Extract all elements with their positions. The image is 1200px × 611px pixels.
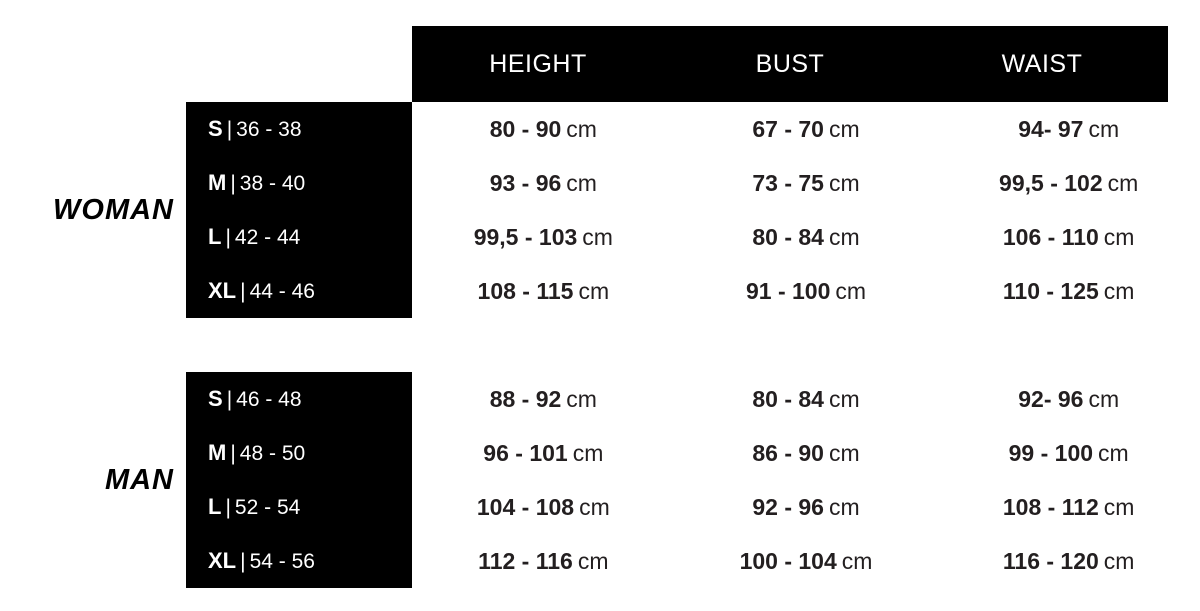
cell-height bbox=[412, 224, 675, 251]
size-letter: M bbox=[208, 440, 227, 465]
height-unit: cm bbox=[578, 277, 610, 304]
height-value: 104 - 108 bbox=[476, 493, 575, 520]
cell-waist bbox=[937, 116, 1200, 143]
bust-value: 92 - 96 bbox=[752, 493, 824, 520]
height-value: 112 - 116 bbox=[478, 547, 573, 574]
size-letter: XL bbox=[208, 278, 237, 303]
column-header-row bbox=[412, 26, 1168, 102]
cell-bust bbox=[675, 440, 938, 467]
waist-value: 106 - 110 bbox=[1002, 223, 1099, 250]
size-separator: | bbox=[226, 118, 233, 141]
cell-height bbox=[412, 386, 675, 413]
cell-size bbox=[186, 440, 412, 466]
height-unit: cm bbox=[566, 169, 597, 196]
waist-unit: cm bbox=[1103, 493, 1135, 520]
bust-value: 100 - 104 bbox=[739, 547, 837, 574]
cell-waist bbox=[937, 440, 1200, 467]
table-row bbox=[186, 102, 1200, 156]
height-unit: cm bbox=[566, 385, 597, 412]
size-range: 52 - 54 bbox=[234, 496, 301, 519]
cell-waist bbox=[937, 386, 1200, 413]
size-separator: | bbox=[230, 172, 236, 195]
bust-unit: cm bbox=[828, 223, 860, 250]
size-range: 36 - 38 bbox=[236, 118, 302, 141]
table-row bbox=[186, 210, 1200, 264]
size-letter: XL bbox=[208, 548, 237, 573]
waist-value: 110 - 125 bbox=[1002, 277, 1099, 304]
cell-height bbox=[412, 440, 675, 467]
cell-waist bbox=[937, 224, 1200, 251]
waist-unit: cm bbox=[1088, 115, 1120, 142]
size-range: 42 - 44 bbox=[234, 226, 301, 249]
bust-unit: cm bbox=[828, 493, 860, 520]
bust-unit: cm bbox=[828, 169, 860, 196]
size-range: 46 - 48 bbox=[236, 388, 302, 411]
table-row bbox=[186, 534, 1200, 588]
cell-size bbox=[186, 494, 412, 520]
bust-value: 80 - 84 bbox=[752, 223, 824, 250]
cell-size bbox=[186, 548, 412, 574]
cell-height bbox=[412, 116, 675, 143]
size-separator: | bbox=[226, 388, 233, 411]
height-unit: cm bbox=[579, 493, 610, 520]
group-label-woman: WOMAN bbox=[53, 193, 174, 226]
table-row bbox=[186, 480, 1200, 534]
size-separator: | bbox=[225, 496, 231, 519]
column-header-waist: WAIST bbox=[1001, 49, 1083, 78]
waist-value: 92- 96 bbox=[1018, 385, 1084, 412]
cell-size bbox=[186, 116, 412, 142]
height-value: 88 - 92 bbox=[489, 385, 562, 412]
bust-unit: cm bbox=[828, 115, 860, 142]
size-letter: S bbox=[208, 116, 223, 141]
size-range: 48 - 50 bbox=[239, 442, 306, 465]
waist-unit: cm bbox=[1103, 277, 1135, 304]
waist-unit: cm bbox=[1103, 223, 1135, 250]
group-label-woman-container bbox=[0, 102, 186, 318]
cell-bust bbox=[675, 494, 938, 521]
cell-waist bbox=[937, 548, 1200, 575]
section-man bbox=[0, 372, 1200, 588]
size-separator: | bbox=[240, 280, 246, 303]
height-value: 93 - 96 bbox=[489, 169, 562, 196]
size-letter: S bbox=[208, 386, 223, 411]
height-unit: cm bbox=[577, 547, 609, 574]
cell-size bbox=[186, 386, 412, 412]
group-label-man-container bbox=[0, 372, 186, 588]
cell-size bbox=[186, 278, 412, 304]
bust-unit: cm bbox=[828, 439, 860, 466]
group-label-man: MAN bbox=[104, 463, 174, 496]
waist-value: 99,5 - 102 bbox=[999, 169, 1103, 196]
cell-waist bbox=[937, 494, 1200, 521]
bust-unit: cm bbox=[835, 277, 867, 304]
size-range: 44 - 46 bbox=[249, 280, 315, 303]
bust-value: 80 - 84 bbox=[752, 385, 824, 412]
bust-unit: cm bbox=[828, 385, 860, 412]
size-range: 38 - 40 bbox=[239, 172, 306, 195]
cell-height bbox=[412, 494, 675, 521]
cell-bust bbox=[675, 548, 938, 575]
height-unit: cm bbox=[572, 439, 604, 466]
bust-value: 91 - 100 bbox=[745, 277, 831, 304]
cell-bust bbox=[675, 170, 938, 197]
waist-value: 116 - 120 bbox=[1002, 547, 1099, 574]
bust-value: 86 - 90 bbox=[752, 439, 824, 466]
size-separator: | bbox=[230, 442, 236, 465]
height-unit: cm bbox=[582, 223, 613, 250]
column-header-height: HEIGHT bbox=[489, 49, 587, 78]
cell-bust bbox=[675, 278, 938, 305]
table-row bbox=[186, 372, 1200, 426]
size-letter: L bbox=[208, 494, 222, 519]
height-value: 99,5 - 103 bbox=[473, 223, 578, 250]
bust-unit: cm bbox=[841, 547, 873, 574]
cell-height bbox=[412, 170, 675, 197]
size-letter: M bbox=[208, 170, 227, 195]
cell-height bbox=[412, 548, 675, 575]
size-separator: | bbox=[240, 550, 246, 573]
cell-size bbox=[186, 170, 412, 196]
waist-unit: cm bbox=[1088, 385, 1120, 412]
height-value: 80 - 90 bbox=[489, 115, 562, 142]
cell-waist bbox=[937, 278, 1200, 305]
cell-bust bbox=[675, 386, 938, 413]
bust-value: 73 - 75 bbox=[752, 169, 824, 196]
rows-woman bbox=[186, 102, 1200, 318]
cell-bust bbox=[675, 116, 938, 143]
bust-value: 67 - 70 bbox=[752, 115, 824, 142]
cell-height bbox=[412, 278, 675, 305]
section-woman bbox=[0, 102, 1200, 318]
waist-unit: cm bbox=[1098, 439, 1129, 466]
height-value: 108 - 115 bbox=[477, 277, 574, 304]
table-row bbox=[186, 426, 1200, 480]
waist-value: 94- 97 bbox=[1018, 115, 1084, 142]
waist-unit: cm bbox=[1107, 169, 1139, 196]
height-value: 96 - 101 bbox=[483, 439, 568, 466]
cell-size bbox=[186, 224, 412, 250]
waist-value: 99 - 100 bbox=[1008, 439, 1094, 466]
rows-man bbox=[186, 372, 1200, 588]
height-unit: cm bbox=[566, 115, 597, 142]
size-letter: L bbox=[208, 224, 222, 249]
cell-waist bbox=[937, 170, 1200, 197]
waist-value: 108 - 112 bbox=[1002, 493, 1099, 520]
table-row bbox=[186, 264, 1200, 318]
column-header-bust: BUST bbox=[755, 49, 825, 78]
waist-unit: cm bbox=[1103, 547, 1135, 574]
table-row bbox=[186, 156, 1200, 210]
cell-bust bbox=[675, 224, 938, 251]
size-separator: | bbox=[225, 226, 231, 249]
size-range: 54 - 56 bbox=[249, 550, 315, 573]
